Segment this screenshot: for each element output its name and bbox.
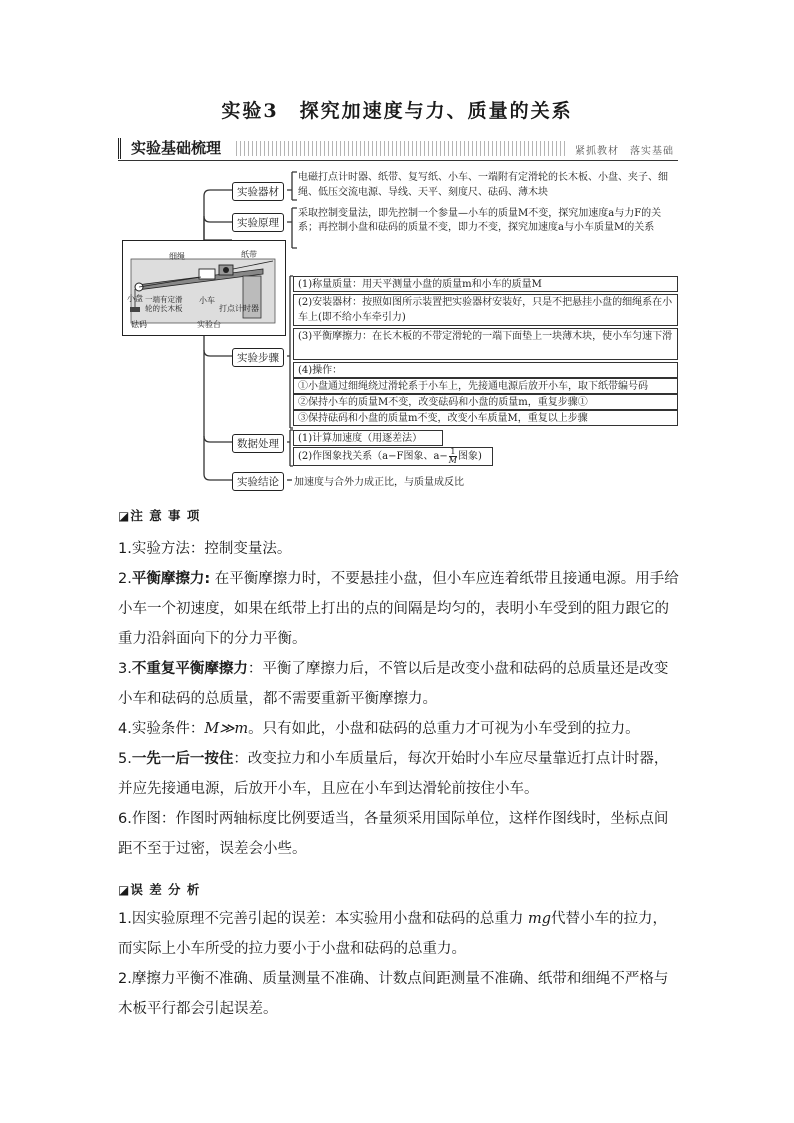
data-1: (1)计算加速度（用逐差法） — [293, 430, 443, 446]
note-text: ：改变拉力和小车质量后，每次开始时小车应尽量靠近打点计时器，并应先接通电源，后放开小车，且应在小车到达滑轮前按住小车。 — [118, 751, 669, 797]
note-3 — [118, 654, 680, 714]
note-lead: 平衡摩擦力: — [131, 571, 211, 587]
note-2 — [118, 564, 680, 654]
note-text: 在平衡摩擦力时，不要悬挂小盘，但小车应连着纸带且接通电源。用手给小车一个初速度，如果在纸带上打出的点的间隔是均匀的，表明小车受到的阻力跟它的重力沿斜面向下的分力平衡。 — [118, 571, 679, 647]
label-pulley-board: 一端有定滑轮的长木板 — [145, 295, 183, 313]
experiment-mind-map — [0, 0, 794, 500]
note-num: 6. — [118, 811, 132, 827]
square-icon: ◪ — [118, 883, 131, 897]
label-tape: 纸带 — [241, 250, 257, 259]
label-weights: 砝码 — [131, 320, 147, 329]
note-num: 4. — [118, 721, 132, 737]
note-text: 实验条件： — [131, 721, 205, 737]
step-3: (3)平衡摩擦力：在长木板的不带定滑轮的一端下面垫上一块薄木块，使小车匀速下滑 — [293, 328, 678, 360]
error-text: 因实验原理不完善引起的误差：本实验用小盘和砝码的总重力 — [131, 911, 528, 927]
node-principle: 实验原理 — [232, 213, 284, 232]
note-6 — [118, 804, 680, 864]
note-num: 1. — [118, 541, 132, 557]
note-text: ：平衡了摩擦力后，不管以后是改变小盘和砝码的总质量还是改变小车和砝码的总质量，都不需要重新平衡摩擦力。 — [118, 661, 669, 707]
step-4c: ③保持砝码和小盘的质量m不变，改变小车质量M，重复以上步骤 — [293, 410, 678, 426]
label-rope: 细绳 — [169, 252, 185, 261]
step-4: (4)操作： — [293, 362, 678, 378]
step-1: (1)称量质量：用天平测量小盘的质量m和小车的质量M — [293, 276, 678, 292]
error-tail: 代替小车的拉力，而实际上小车所受的拉力要小于小盘和砝码的总重力。 — [118, 911, 667, 957]
error-2 — [118, 964, 680, 1024]
fraction-numerator: 1 — [450, 447, 456, 456]
notes-list — [118, 534, 680, 864]
conclusion-text: 加速度与合外力成正比，与质量成反比 — [294, 477, 464, 488]
data-2 — [293, 447, 493, 466]
error-list — [118, 904, 680, 1024]
note-text: 实验方法：控制变量法。 — [131, 541, 292, 557]
error-text: 摩擦力平衡不准确、质量测量不准确、计数点间距测量不准确、纸带和细绳不严格与木板平行都会引起误差。 — [118, 971, 669, 1017]
error-1 — [118, 904, 680, 964]
note-lead: 一先一后一按住 — [131, 751, 234, 767]
data-2-text: (2)作图象找关系（a−F图象、a− — [298, 451, 448, 462]
note-math: M≫m — [204, 721, 249, 737]
error-num: 1. — [118, 911, 132, 927]
section-label: 实验基础梳理 — [118, 138, 229, 159]
note-lead: 不重复平衡摩擦力 — [131, 661, 248, 677]
square-icon: ◪ — [118, 509, 131, 523]
step-4b: ②保持小车的质量M不变，改变砝码和小盘的质量m，重复步骤① — [293, 394, 678, 410]
notes-heading — [118, 506, 200, 524]
fraction-denominator: M — [448, 456, 457, 465]
node-equipment: 实验器材 — [232, 182, 284, 201]
label-cart: 小车 — [199, 296, 215, 305]
label-timer: 打点计时器 — [219, 304, 259, 313]
node-steps: 实验步骤 — [232, 348, 284, 367]
label-pan: 小盘 — [127, 294, 143, 303]
section-slogan: 紧抓教材 落实基础 — [575, 146, 674, 157]
fraction-1-over-m — [449, 448, 457, 465]
principle-text: 采取控制变量法，即先控制一个参量—小车的质量M不变，探究加速度a与力F的关系；再控制小盘和砝码的质量不变，即力不变，探究加速度a与小车质量M的关系 — [298, 208, 662, 233]
note-num: 3. — [118, 661, 132, 677]
notes-heading-text: 注 意 事 项 — [130, 508, 201, 523]
node-conclusion: 实验结论 — [232, 472, 284, 491]
note-text: 作图：作图时两轴标度比例要适当，各量须采用国际单位，这样作图线时，坐标点间距不至于过密，误差会小些。 — [118, 811, 669, 857]
data-2-tail: 图象) — [458, 451, 482, 462]
page-title: 实验3 探究加速度与力、质量的关系 — [221, 100, 573, 122]
error-heading-text: 误 差 分 析 — [130, 882, 201, 897]
step-4a: ①小盘通过细绳绕过滑轮系于小车上，先接通电源后放开小车，取下纸带编号码 — [293, 378, 678, 394]
node-data: 数据处理 — [232, 434, 284, 453]
step-2: (2)安装器材：按照如图所示装置把实验器材安装好，只是不把悬挂小盘的细绳系在小车上(即不给小车牵引力) — [293, 294, 678, 326]
apparatus-figure — [122, 240, 286, 336]
error-math: mg — [527, 911, 551, 927]
label-table: 实验台 — [197, 320, 221, 329]
note-num: 5. — [118, 751, 132, 767]
note-4 — [118, 714, 680, 744]
error-heading — [118, 880, 200, 898]
equipment-text: 电磁打点计时器、纸带、复写纸、小车、一端附有定滑轮的长木板、小盘、夹子、细绳、低压交流电源、导线、天平、刻度尺、砝码、薄木块 — [298, 172, 668, 198]
note-tail: 。只有如此，小盘和砝码的总重力才可视为小车受到的拉力。 — [248, 721, 640, 737]
note-num: 2. — [118, 571, 132, 587]
note-1 — [118, 534, 680, 564]
note-5 — [118, 744, 680, 804]
error-num: 2. — [118, 971, 132, 987]
